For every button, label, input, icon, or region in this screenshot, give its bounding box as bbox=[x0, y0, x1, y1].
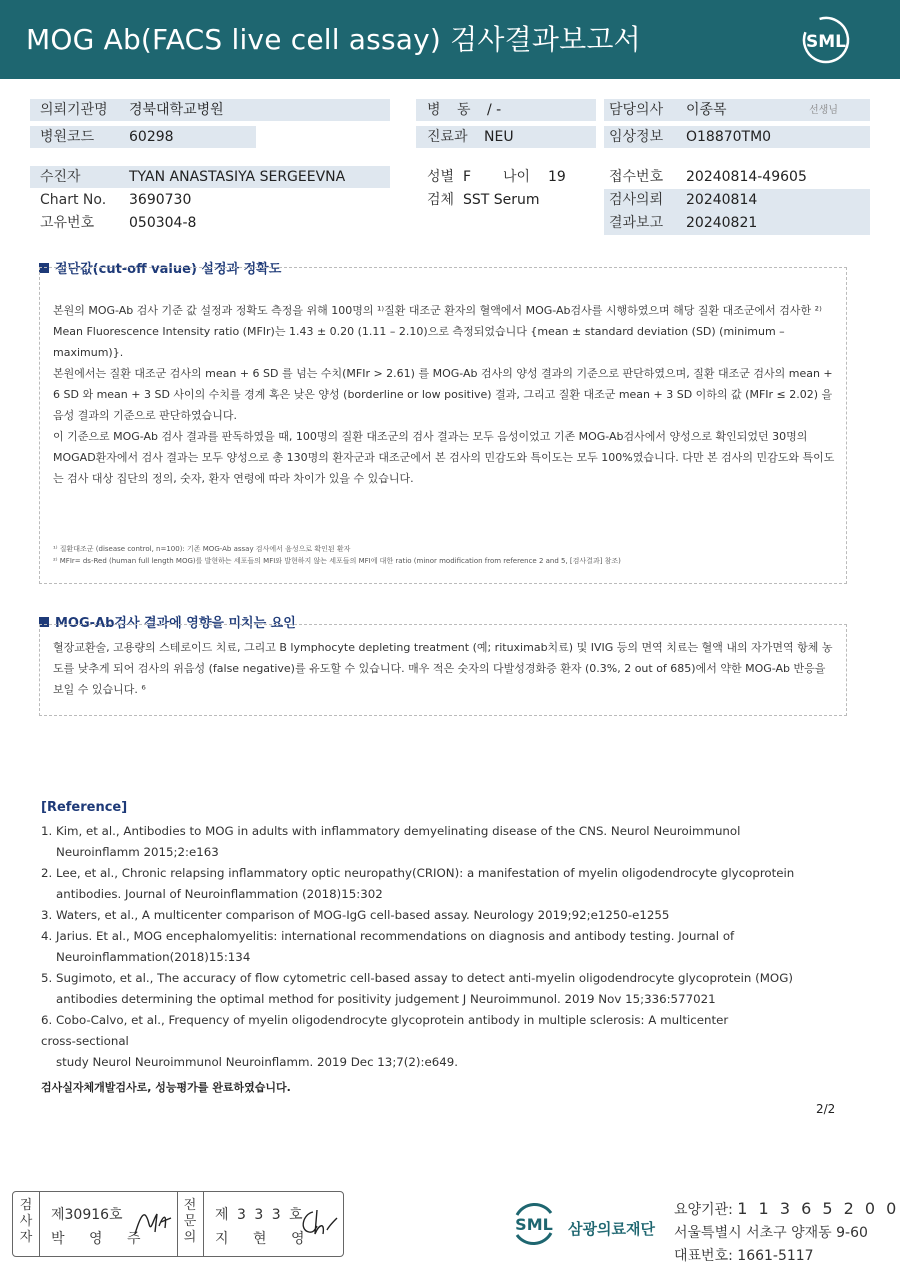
hospital-code-value: 60298 bbox=[129, 129, 174, 145]
signature-box bbox=[12, 1191, 344, 1257]
section1-footnote1: ¹⁾ 질환대조군 (disease control, n=100): 기존 MOG-Ab assay 검사에서 음성으로 확인된 환자 bbox=[53, 545, 351, 553]
requesting-org-label: 의뢰기관명 bbox=[40, 102, 108, 118]
age-label: 나이 bbox=[503, 169, 531, 185]
tester-signature-icon bbox=[131, 1204, 175, 1240]
section1-paragraph1: 본원의 MOG-Ab 검사 기준 값 설정과 정확도 측정을 위해 100명의 ¹⁾질환 대조군 환자의 혈액에서 MOG-Ab검사를 시행하였으며 해당 질환 대조군에서 검사한 ²⁾Mean Fluorescence Intensity ratio (MFIr)는 1.43 ± 0.20 (1.11 – 2.10)으로 측정되었습니다 {mean ± standard deviation (SD) (minimum – maximum)}. bbox=[53, 304, 822, 359]
report-date-value: 20240821 bbox=[686, 215, 758, 231]
references-title: [Reference] bbox=[41, 800, 128, 815]
hospital-code-label: 병원코드 bbox=[40, 129, 95, 145]
doctor-suffix: 선생님 bbox=[809, 105, 838, 116]
divider bbox=[39, 1192, 40, 1256]
ward-value: / - bbox=[487, 102, 502, 118]
receipt-value: 20240814-49605 bbox=[686, 169, 807, 185]
address: 서울특별시 서초구 양재동 9-60 bbox=[674, 1225, 868, 1241]
reference-item: 3. Waters, et al., A multicenter comparison of MOG-IgG cell-based assay. Neurology 2019;92;e1250-e1255 bbox=[41, 908, 670, 922]
sex-label: 성별 bbox=[427, 169, 455, 185]
requesting-org-value: 경북대학교병원 bbox=[129, 102, 224, 118]
divider bbox=[203, 1192, 204, 1256]
specialist-label: 전문의 bbox=[183, 1198, 197, 1245]
clinical-info-value: O18870TM0 bbox=[686, 129, 772, 145]
clinical-info-label: 임상정보 bbox=[609, 129, 664, 145]
org-name: 삼광의료재단 bbox=[568, 1220, 655, 1238]
doctor-label: 담당의사 bbox=[609, 102, 664, 118]
doctor-value: 이종목 bbox=[686, 102, 727, 118]
section1-paragraph3: 이 기준으로 MOG-Ab 검사 결과를 판독하였을 때, 100명의 질환 대조군의 검사 결과는 모두 음성이었고 기존 MOG-Ab검사에서 양성으로 확인되었던 30명의 MOGAD환자에서 검사 결과는 모두 양성으로 총 130명의 환자군과 대조군에서 본 검사의 민감도와 특이도는 모두 100%였습니다. 다만 본 검사의 민감도와 특이도는 검사 대상 집단의 정의, 숫자, 환자 연령에 따라 차이가 있을 수 있습니다. bbox=[53, 430, 835, 485]
tester-label: 검사자 bbox=[19, 1198, 33, 1245]
dept-label: 진료과 bbox=[427, 129, 468, 145]
chart-label: Chart No. bbox=[40, 192, 107, 208]
specimen-value: SST Serum bbox=[463, 192, 540, 208]
page-number: 2/2 bbox=[816, 1102, 836, 1116]
reference-item: 1. Kim, et al., Antibodies to MOG in adults with inflammatory demyelinating disease of the CNS. Neurol Neuroimmunol Neuroinflamm 2015;2:e163 bbox=[41, 824, 741, 859]
phone: 대표번호: 1661-5117 bbox=[674, 1248, 814, 1264]
agency-code: 요양기관: 1 1 3 6 5 2 0 0 bbox=[674, 1199, 900, 1218]
ward-label: 병 동 bbox=[427, 102, 477, 118]
tester-name: 박 영 주 bbox=[51, 1231, 151, 1247]
tester-number: 제30916호 bbox=[51, 1207, 123, 1223]
dept-value: NEU bbox=[484, 129, 514, 145]
unique-value: 050304-8 bbox=[129, 215, 197, 231]
specialist-name: 지 현 영 bbox=[215, 1231, 315, 1247]
section1-title: 절단값(cut-off value) 설정과 정확도 bbox=[39, 258, 281, 277]
patient-value: TYAN ANASTASIYA SERGEEVNA bbox=[129, 169, 346, 185]
references-list bbox=[41, 821, 841, 1073]
unique-label: 고유번호 bbox=[40, 215, 95, 231]
chart-value: 3690730 bbox=[129, 192, 192, 208]
sml-logo-icon bbox=[509, 1199, 559, 1249]
reference-item: 5. Sugimoto, et al., The accuracy of flow cytometric cell-based assay to detect anti-myelin oligodendrocyte glycoprotein (MOG) antibodies determining the optimal method for positivity judgement J Neuroimmunol. 2019 Nov 15;336:577021 bbox=[41, 971, 793, 1006]
section1-paragraph2: 본원에서는 질환 대조군 검사의 mean + 6 SD 를 넘는 수치(MFIr > 2.61) 를 MOG-Ab 검사의 양성 결과의 기준으로 판단하였으며, 질환 대조군 검사의 mean + 6 SD 와 mean + 3 SD 사이의 수치를 경계 혹은 낮은 양성 (borderline or low positive) 결과, 그리고 질환 대조군 mean + 3 SD 이하의 값 (MFIr ≤ 2.02) 을 음성 결과의 기준으로 판단하였습니다. bbox=[53, 367, 833, 422]
section2-paragraph: 혈장교환술, 고용량의 스테로이드 치료, 그리고 B lymphocyte depleting treatment (예; rituximab치료) 및 IVIG 등의 면역 치료는 혈액 내의 자가면역 항체 농도를 낮추게 되어 검사의 위음성 (false negative)를 유도할 수 있습니다. 매우 적은 숫자의 다발성경화증 환자 (0.3%, 2 out of 685)에서 약한 MOG-Ab 반응을 보일 수 있습니다. ⁶ bbox=[53, 641, 833, 696]
reference-item: 2. Lee, et al., Chronic relapsing inflammatory optic neuropathy(CRION): a manifestation of myelin oligodendrocyte glycoprotein antibodies. Journal of Neuroinflammation (2018)15:302 bbox=[41, 866, 795, 901]
report-title: MOG Ab(FACS live cell assay) 검사결과보고서 bbox=[26, 23, 641, 56]
svg-text:SML: SML bbox=[806, 32, 846, 52]
svg-text:SML: SML bbox=[515, 1215, 553, 1234]
request-value: 20240814 bbox=[686, 192, 758, 208]
reference-item: 6. Cobo-Calvo, et al., Frequency of myelin oligodendrocyte glycoprotein antibody in multiple sclerosis: A multicenter cross-sectional study Neurol Neuroimmunol Neuroinflamm. 2019 Dec 13;7(2):e649. bbox=[41, 1013, 729, 1069]
receipt-label: 접수번호 bbox=[609, 169, 664, 185]
patient-label: 수진자 bbox=[40, 169, 81, 185]
specimen-label: 검체 bbox=[427, 192, 455, 208]
section1-footnote2: ²⁾ MFIr= ds-Red (human full length MOG)를 발현하는 세포들의 MFI와 발현하지 않는 세포들의 MFI에 대한 ratio (minor modification from reference 2 and 5, [검사결과] 참조) bbox=[53, 557, 621, 565]
reference-item: 4. Jarius. Et al., MOG encephalomyelitis: international recommendations on diagnosis and antibody testing. Journal of Neuroinflammation(2018)15:134 bbox=[41, 929, 735, 964]
sml-logo-icon bbox=[800, 14, 852, 66]
validation-note: 검사실자체개발검사로, 성능평가를 완료하였습니다. bbox=[41, 1081, 291, 1094]
age-value: 19 bbox=[548, 169, 566, 185]
section2-title: MOG-Ab검사 결과에 영향을 미치는 요인 bbox=[39, 612, 296, 631]
report-header bbox=[0, 0, 900, 79]
specialist-number: 제 3 3 3 호 bbox=[215, 1207, 305, 1223]
request-label: 검사의뢰 bbox=[609, 192, 664, 208]
specialist-signature-icon bbox=[297, 1206, 339, 1240]
report-date-label: 결과보고 bbox=[609, 215, 664, 231]
sex-value: F bbox=[463, 169, 472, 185]
divider bbox=[177, 1192, 178, 1256]
